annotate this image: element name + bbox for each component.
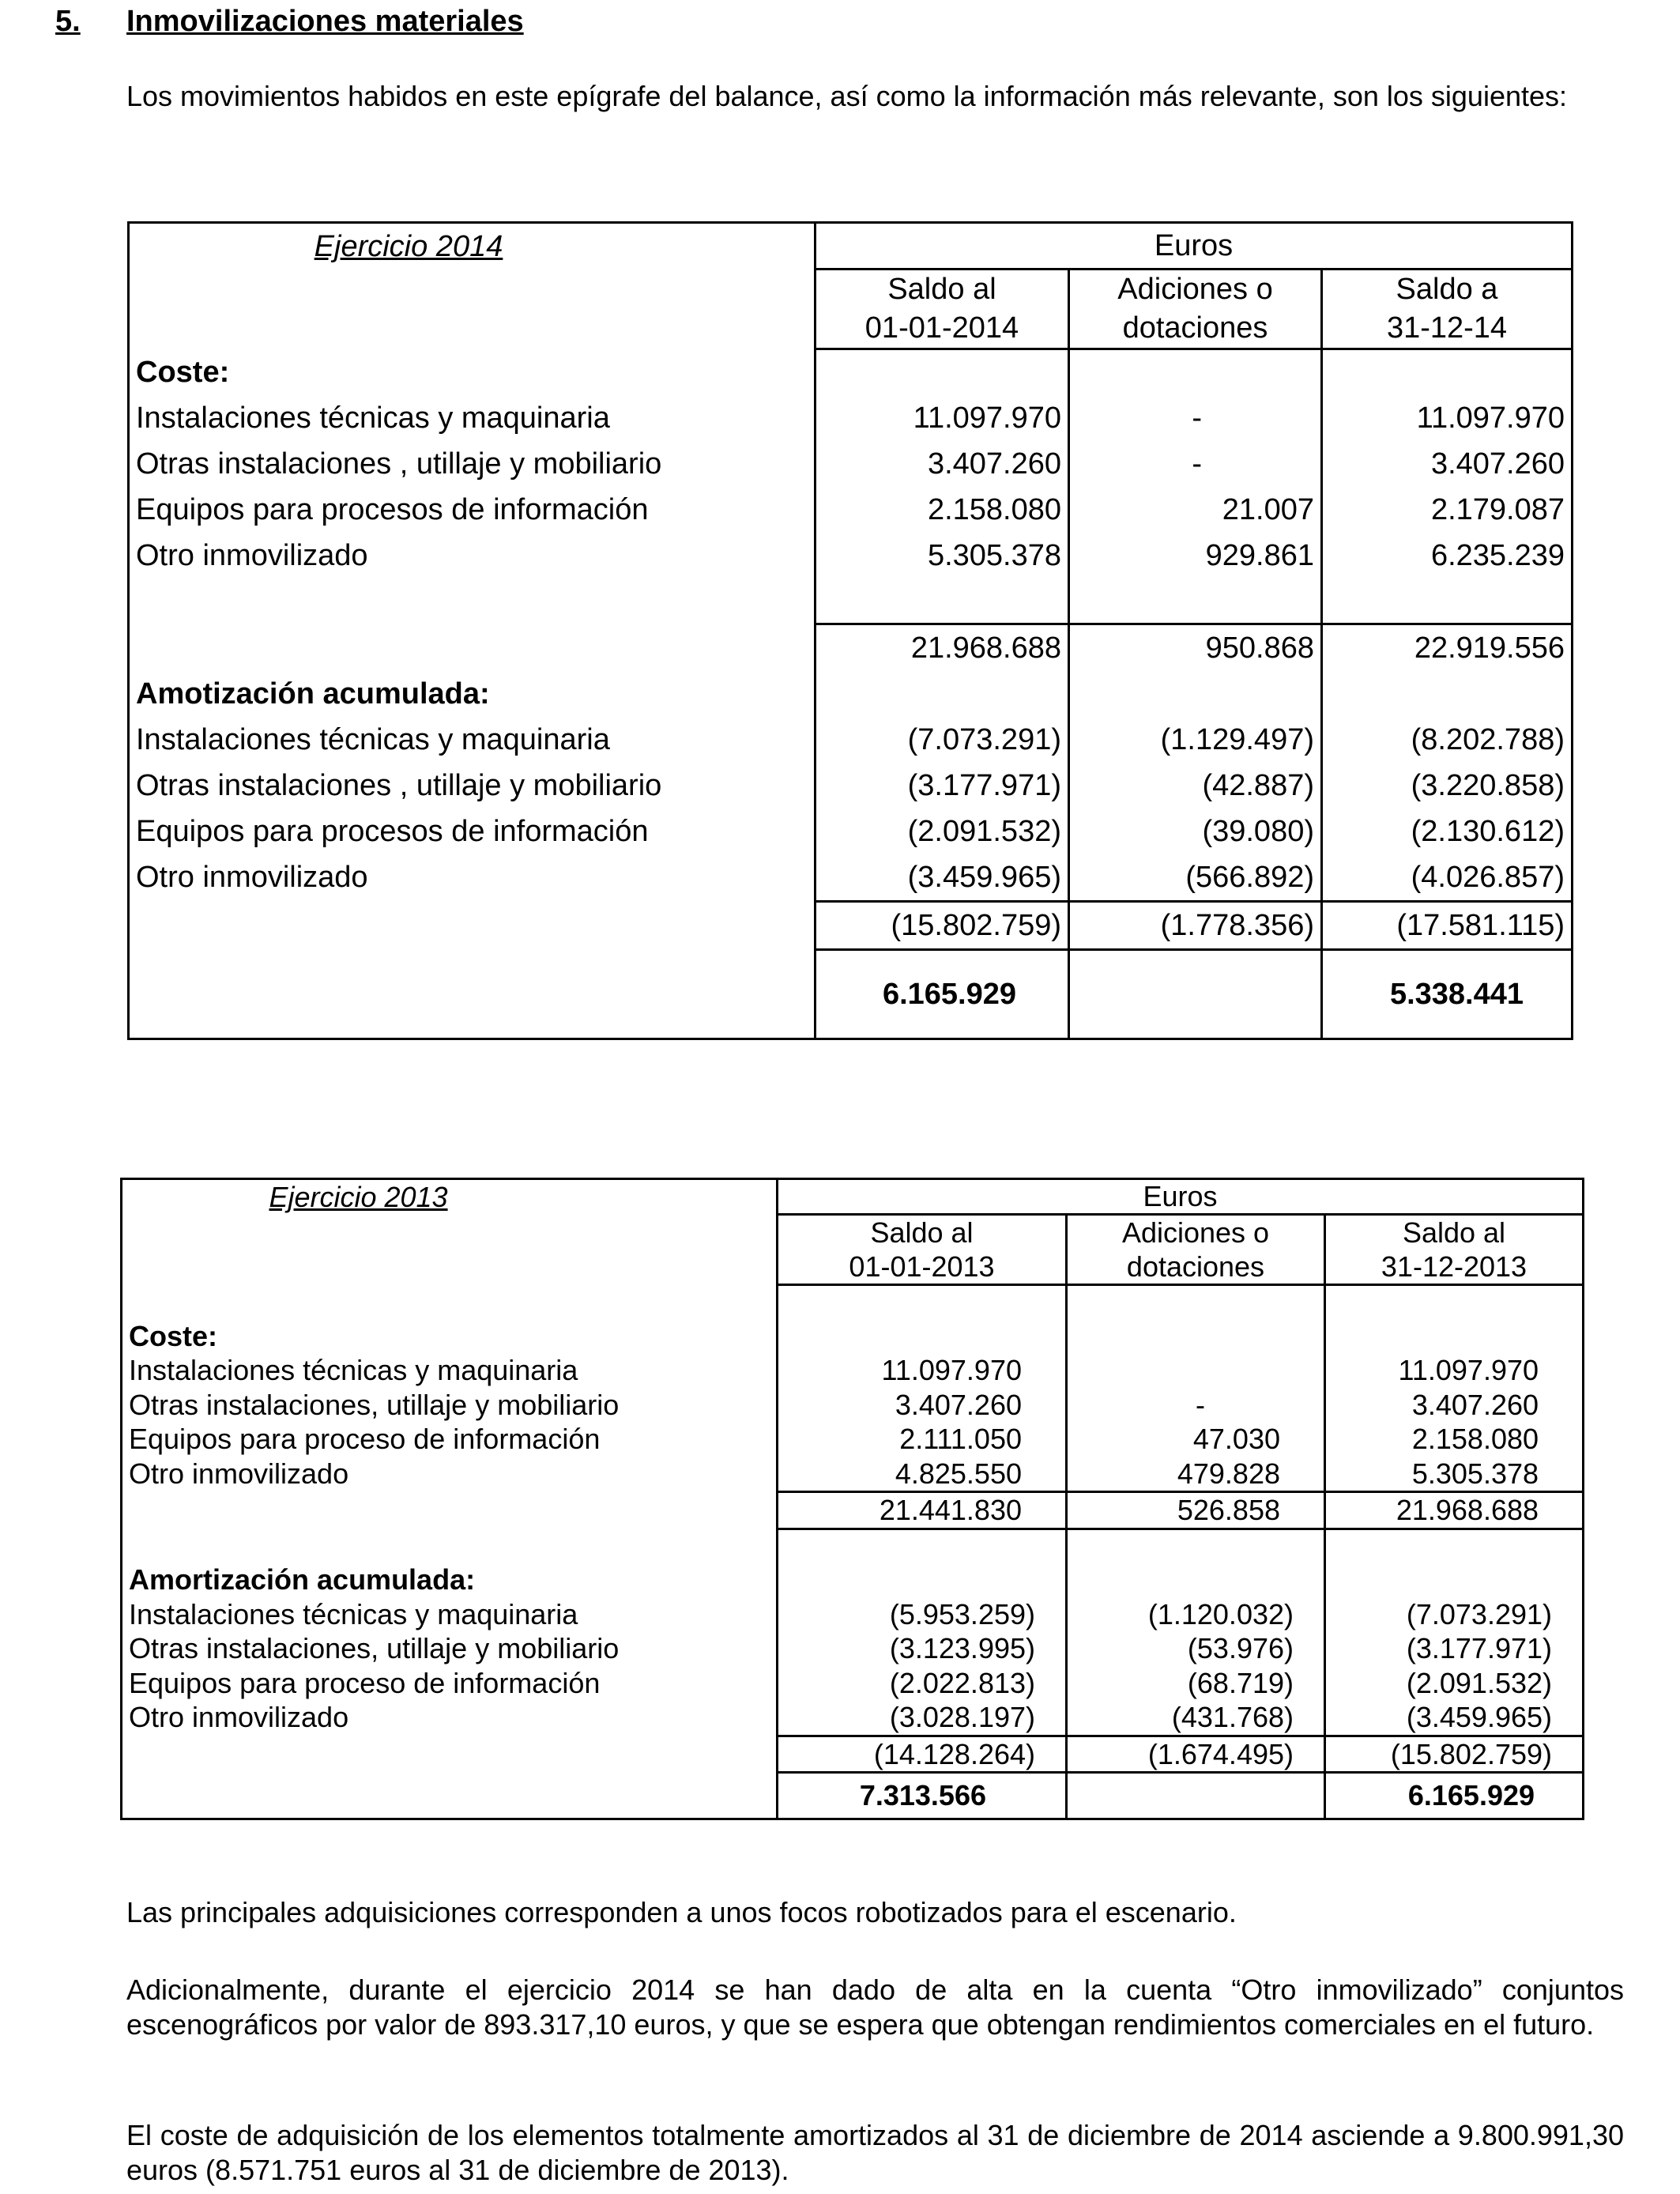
table-row: Otro inmovilizado 5.305.378 929.861 6.235.239 xyxy=(129,533,1573,579)
t2013-amort-heading: Amortización acumulada: xyxy=(122,1563,778,1597)
table-row: Otras instalaciones, utillaje y mobiliario (3.123.995) (53.976) (3.177.971) xyxy=(122,1631,1584,1666)
t2013-col1-header-line2: 01-01-2013 xyxy=(778,1250,1067,1285)
table-row: Instalaciones técnicas y maquinaria 11.097.970 11.097.970 xyxy=(122,1353,1584,1388)
section-title: Inmovilizaciones materiales xyxy=(126,5,524,38)
table-row: Otras instalaciones , utillaje y mobiliario (3.177.971) (42.887) (3.220.858) xyxy=(129,763,1573,809)
table-row: Instalaciones técnicas y maquinaria (7.073.291) (1.129.497) (8.202.788) xyxy=(129,717,1573,763)
table-2014-title: Ejercicio 2014 xyxy=(314,230,503,263)
table-row: Equipos para proceso de información (2.022.813) (68.719) (2.091.532) xyxy=(122,1666,1584,1701)
t2014-net-row: 6.165.929 5.338.441 xyxy=(129,950,1573,1039)
t2014-amort-total-row: (15.802.759) (1.778.356) (17.581.115) xyxy=(129,902,1573,950)
table-row: Instalaciones técnicas y maquinaria 11.097.970 - 11.097.970 xyxy=(129,395,1573,441)
t2013-col1-header-line1: Saldo al xyxy=(778,1215,1067,1250)
t2013-cost-heading: Coste: xyxy=(122,1319,778,1354)
table-2014-currency: Euros xyxy=(816,223,1573,270)
t2013-col2-header-line1: Adiciones o xyxy=(1067,1215,1325,1250)
table-row: Equipos para procesos de información (2.091.532) (39.080) (2.130.612) xyxy=(129,809,1573,854)
section-heading xyxy=(55,5,524,39)
table-2013 xyxy=(120,1178,1584,1820)
t2013-col2-header-line2: dotaciones xyxy=(1067,1250,1325,1285)
table-2014 xyxy=(127,221,1573,1040)
t2013-amort-total-row: (14.128.264) (1.674.495) (15.802.759) xyxy=(122,1736,1584,1773)
table-row: Otro inmovilizado 4.825.550 479.828 5.305.378 xyxy=(122,1457,1584,1492)
t2013-cost-total-row: 21.441.830 526.858 21.968.688 xyxy=(122,1492,1584,1529)
table-row: Equipos para procesos de información 2.158.080 21.007 2.179.087 xyxy=(129,487,1573,533)
intro-paragraph: Los movimientos habidos en este epígrafe del balance, así como la información más relevante, son los siguientes: xyxy=(126,80,1568,112)
t2014-col1-header-line1: Saldo al xyxy=(816,270,1069,310)
t2013-net-row: 7.313.566 6.165.929 xyxy=(122,1773,1584,1819)
section-number: 5. xyxy=(55,5,81,38)
t2013-col3-header-line2: 31-12-2013 xyxy=(1325,1250,1584,1285)
t2014-col1-header-line2: 01-01-2014 xyxy=(816,309,1069,349)
table-2013-title: Ejercicio 2013 xyxy=(269,1181,448,1213)
paragraph-adquisiciones: Las principales adquisiciones corresponden a unos focos robotizados para el escenario. xyxy=(126,1896,1237,1928)
table-row: Otras instalaciones , utillaje y mobiliario 3.407.260 - 3.407.260 xyxy=(129,441,1573,487)
table-row: Otras instalaciones, utillaje y mobiliario 3.407.260 - 3.407.260 xyxy=(122,1388,1584,1423)
table-row: Otro inmovilizado (3.028.197) (431.768) (3.459.965) xyxy=(122,1700,1584,1736)
t2014-cost-total-row: 21.968.688 950.868 22.919.556 xyxy=(129,624,1573,672)
t2014-col3-header-line1: Saldo a xyxy=(1322,270,1573,310)
table-row: Equipos para proceso de información 2.111.050 47.030 2.158.080 xyxy=(122,1422,1584,1457)
table-2013-currency: Euros xyxy=(778,1179,1584,1215)
t2014-cost-heading: Coste: xyxy=(129,349,816,395)
table-row: Instalaciones técnicas y maquinaria (5.953.259) (1.120.032) (7.073.291) xyxy=(122,1597,1584,1632)
t2014-col2-header-line2: dotaciones xyxy=(1069,309,1322,349)
table-row: Otro inmovilizado (3.459.965) (566.892) (4.026.857) xyxy=(129,854,1573,902)
paragraph-coste-adquisicion: El coste de adquisición de los elementos totalmente amortizados al 31 de diciembre de 2014 asciende a 9.800.991,30 euros (8.571.751 euros al 31 de diciembre de 2013). xyxy=(126,2119,1624,2186)
paragraph-adicionalmente: Adicionalmente, durante el ejercicio 2014 se han dado de alta en la cuenta “Otro inmovilizado” conjuntos escenográficos por valor de 893.317,10 euros, y que se espera que obtengan rendimientos comerciales en el futuro. xyxy=(126,1973,1624,2041)
t2014-amort-heading: Amotización acumulada: xyxy=(129,671,816,717)
t2014-col2-header-line1: Adiciones o xyxy=(1069,270,1322,310)
t2014-col3-header-line2: 31-12-14 xyxy=(1322,309,1573,349)
t2013-col3-header-line1: Saldo al xyxy=(1325,1215,1584,1250)
